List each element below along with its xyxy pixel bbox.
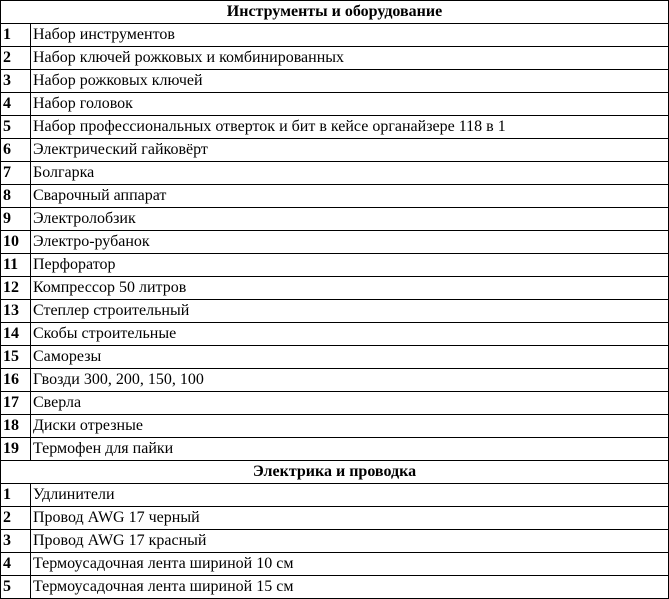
row-number: 9 (1, 208, 31, 231)
table-row (1, 277, 669, 300)
row-number: 15 (1, 346, 31, 369)
table-row (1, 162, 669, 185)
row-number: 11 (1, 254, 31, 277)
row-number: 5 (1, 576, 31, 599)
row-number: 1 (1, 484, 31, 507)
row-item-text: Саморезы (31, 346, 669, 369)
row-item-text: Набор профессиональных отверток и бит в кейсе органайзере 118 в 1 (31, 116, 669, 139)
table-row (1, 208, 669, 231)
table-row (1, 24, 669, 47)
table-row (1, 438, 669, 461)
row-item-text: Термоусадочная лента шириной 10 см (31, 553, 669, 576)
row-number: 3 (1, 70, 31, 93)
table-row (1, 231, 669, 254)
table-row (1, 484, 669, 507)
row-item-text: Гвозди 300, 200, 150, 100 (31, 369, 669, 392)
row-item-text: Набор рожковых ключей (31, 70, 669, 93)
table-row (1, 346, 669, 369)
row-item-text: Набор ключей рожковых и комбинированных (31, 47, 669, 70)
row-number: 17 (1, 392, 31, 415)
row-item-text: Провод AWG 17 черный (31, 507, 669, 530)
row-number: 4 (1, 553, 31, 576)
table-row (1, 300, 669, 323)
table-row (1, 415, 669, 438)
row-item-text: Провод AWG 17 красный (31, 530, 669, 553)
table-row (1, 323, 669, 346)
row-item-text: Удлинители (31, 484, 669, 507)
table-row (1, 139, 669, 162)
row-number: 12 (1, 277, 31, 300)
row-item-text: Электрический гайковёрт (31, 139, 669, 162)
row-item-text: Компрессор 50 литров (31, 277, 669, 300)
row-item-text: Скобы строительные (31, 323, 669, 346)
table-body (1, 1, 669, 599)
table-row (1, 254, 669, 277)
row-number: 3 (1, 530, 31, 553)
row-number: 13 (1, 300, 31, 323)
row-number: 5 (1, 116, 31, 139)
table-row (1, 576, 669, 599)
section-header-row (1, 461, 669, 484)
row-item-text: Термоусадочная лента шириной 15 см (31, 576, 669, 599)
table-row (1, 369, 669, 392)
row-number: 1 (1, 24, 31, 47)
row-item-text: Набор инструментов (31, 24, 669, 47)
row-number: 10 (1, 231, 31, 254)
row-number: 7 (1, 162, 31, 185)
row-item-text: Электролобзик (31, 208, 669, 231)
table-row (1, 507, 669, 530)
row-item-text: Сварочный аппарат (31, 185, 669, 208)
row-item-text: Диски отрезные (31, 415, 669, 438)
section-header-row (1, 1, 669, 24)
table-row (1, 93, 669, 116)
row-item-text: Термофен для пайки (31, 438, 669, 461)
table-row (1, 392, 669, 415)
section-title-electrics: Электрика и проводка (1, 461, 669, 484)
row-number: 8 (1, 185, 31, 208)
table-row (1, 185, 669, 208)
row-item-text: Болгарка (31, 162, 669, 185)
row-number: 2 (1, 507, 31, 530)
section-title-tools: Инструменты и оборудование (1, 1, 669, 24)
table-row (1, 47, 669, 70)
row-number: 19 (1, 438, 31, 461)
row-item-text: Электро-рубанок (31, 231, 669, 254)
row-number: 18 (1, 415, 31, 438)
row-number: 2 (1, 47, 31, 70)
table-row (1, 553, 669, 576)
table-row (1, 70, 669, 93)
row-item-text: Степлер строительный (31, 300, 669, 323)
table-row (1, 530, 669, 553)
row-number: 14 (1, 323, 31, 346)
table-row (1, 116, 669, 139)
row-number: 6 (1, 139, 31, 162)
row-item-text: Перфоратор (31, 254, 669, 277)
row-number: 16 (1, 369, 31, 392)
row-item-text: Сверла (31, 392, 669, 415)
row-item-text: Набор головок (31, 93, 669, 116)
row-number: 4 (1, 93, 31, 116)
